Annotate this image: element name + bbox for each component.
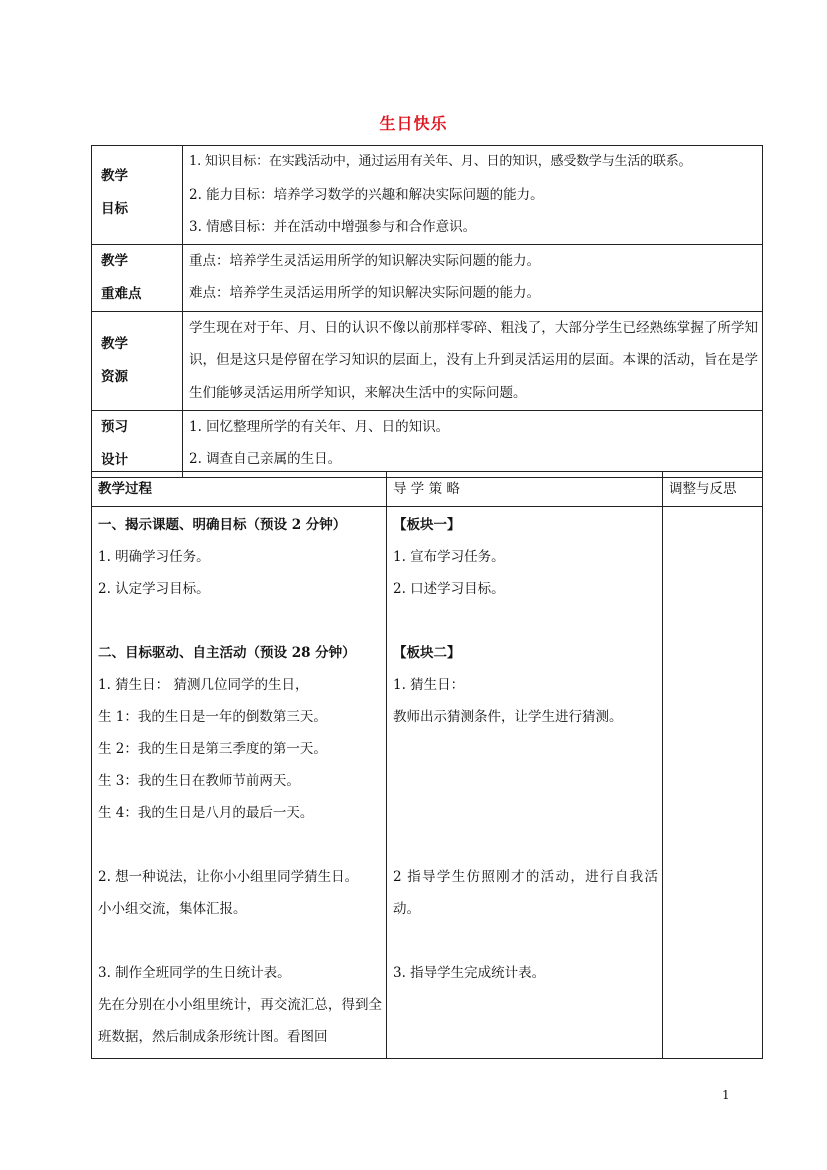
preview-label: 预习 设计 <box>92 410 183 477</box>
preview-content: 1. 回忆整理所学的有关年、月、日的知识。 2. 调查自己亲属的生日。 <box>183 410 763 477</box>
objectives-content: 1. 知识目标：在实践活动中，通过运用有关年、月、日的知识，感受数学与生活的联系。 2. 能力目标：培养学习数学的兴趣和解决实际问题的能力。 3. 情感目标：并在活动中增强参与和合作意识。 <box>183 146 763 245</box>
blank-line <box>92 925 386 957</box>
resources-content: 学生现在对于年、月、日的认识不像以前那样零碎、粗浅了，大部分学生已经熟练掌握了所学知识，但是这只是停留在学习知识的层面上，没有上升到灵活运用的层面。本课的活动，旨在是学生们能够灵活运用所学知识，来解决生活中的实际问题。 <box>183 311 763 410</box>
document-title: 生日快乐 <box>379 114 448 133</box>
text-line: 1. 猜生日： <box>393 677 465 693</box>
section-heading: 【板块一】 <box>393 517 461 533</box>
resources-label: 教学 资源 <box>92 311 183 410</box>
blank-line <box>387 605 662 637</box>
lesson-info-table <box>91 145 763 478</box>
section-heading: 一、揭示课题、明确目标（预设 2 分钟） <box>98 517 347 533</box>
text-line: 先在分别在小小组里统计，再交流汇总，得到全班数据，然后制成条形统计图。看图回 <box>98 997 382 1045</box>
objectives-row <box>92 146 763 245</box>
text-line: 2. 想一种说法，让你小小组里同学猜生日。 <box>98 869 359 885</box>
text-line: 3. 指导学生完成统计表。 <box>393 965 546 981</box>
text-line: 1. 宣布学习任务。 <box>393 549 505 565</box>
text-line: 2. 口述学习目标。 <box>393 581 505 597</box>
text-line: 生 1：我的生日是一年的倒数第三天。 <box>98 709 327 725</box>
text-line: 生 4：我的生日是八月的最后一天。 <box>98 805 314 821</box>
blank-line <box>387 765 662 797</box>
blank-line <box>387 797 662 829</box>
blank-line <box>387 829 662 861</box>
page-number: 1 <box>722 1088 730 1102</box>
strategy-column <box>387 507 663 1059</box>
text-line: 教师出示猜测条件，让学生进行猜测。 <box>393 709 623 725</box>
preview-row <box>92 410 763 477</box>
text-line: 1. 明确学习任务。 <box>98 549 210 565</box>
text-line: 生 3：我的生日在教师节前两天。 <box>98 773 300 789</box>
resources-row <box>92 311 763 410</box>
header-strategy: 导 学 策 略 <box>387 472 663 507</box>
blank-line <box>92 605 386 637</box>
process-body-row <box>92 507 763 1059</box>
text-line: 1. 猜生日： 猜测几位同学的生日， <box>98 677 309 693</box>
key-points-content: 重点：培养学生灵活运用所学的知识解决实际问题的能力。 难点：培养学生灵活运用所学的知识解决实际问题的能力。 <box>183 244 763 311</box>
section-heading: 二、目标驱动、自主活动（预设 28 分钟） <box>98 645 356 661</box>
objectives-label: 教学 目标 <box>92 146 183 245</box>
header-reflection: 调整与反思 <box>663 472 763 507</box>
text-line: 2 指导学生仿照刚才的活动，进行自我活动。 <box>393 869 658 917</box>
key-points-label: 教学 重难点 <box>92 244 183 311</box>
header-process: 教学过程 <box>92 472 387 507</box>
reflection-column <box>663 507 763 1059</box>
text-line: 3. 制作全班同学的生日统计表。 <box>98 965 291 981</box>
key-points-row <box>92 244 763 311</box>
text-line: 生 2：我的生日是第三季度的第一天。 <box>98 741 327 757</box>
text-line: 2. 认定学习目标。 <box>98 581 210 597</box>
process-header-row <box>92 472 763 507</box>
blank-line <box>92 829 386 861</box>
process-column <box>92 507 387 1059</box>
text-line: 小小组交流，集体汇报。 <box>98 901 247 917</box>
section-heading: 【板块二】 <box>393 645 461 661</box>
teaching-process-table <box>91 471 763 1059</box>
blank-line <box>387 733 662 765</box>
blank-line <box>387 925 662 957</box>
